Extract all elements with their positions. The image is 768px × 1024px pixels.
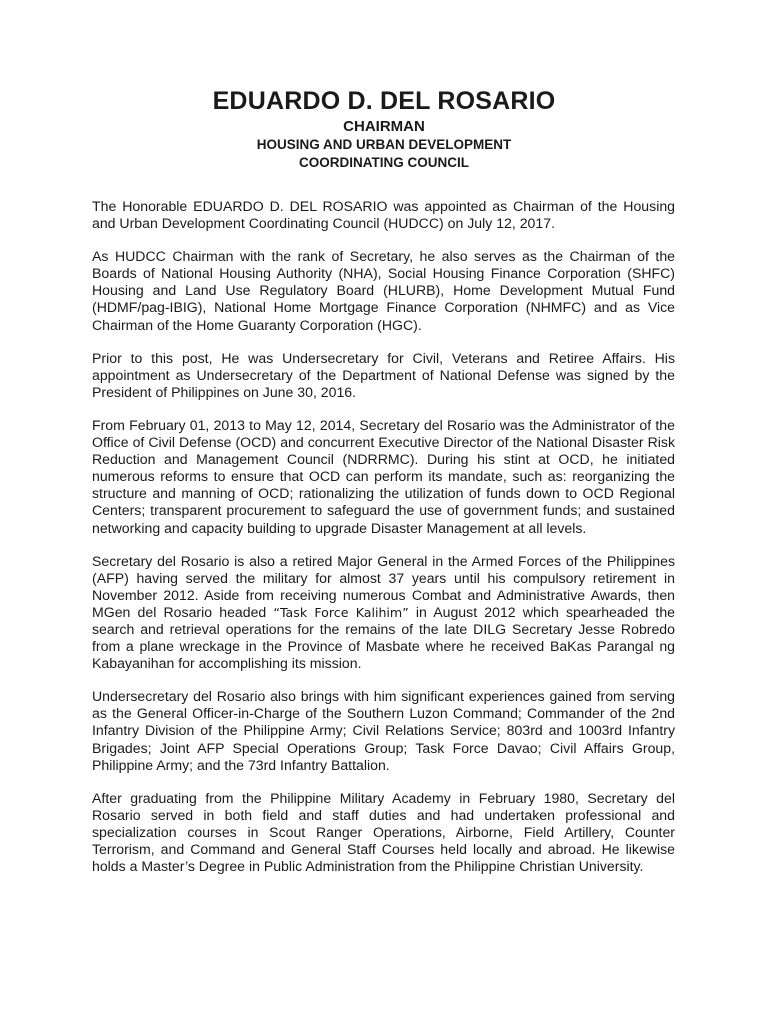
task-force-name: “Task Force Kalihim” — [273, 604, 409, 620]
paragraph-commands: Undersecretary del Rosario also brings with him significant experiences gained from serving as the General Officer-in-Charge of the Southern Luzon Command; Commander of the 2nd Infantry Division of the Philippine Army; Civil Relations Service; 803rd and 1003rd Infantry Brigades; Joint AFP Special Operations Group; Task Force Davao; Civil Affairs Group, Philippine Army; and the 73rd Infantry Battalion. — [92, 688, 675, 773]
paragraph-military-career-part-2: in August 2012 which spearheaded the search and retrieval operations for the remains of the late DILG Secretary Jesse Robredo from a plane wreckage in the Province of Masbate where he received BaKas Parangal ng Kabayanihan for accomplishing its mission. — [92, 603, 675, 672]
paragraph-military-career — [92, 553, 675, 673]
biography-body — [92, 198, 675, 891]
paragraph-military-career-part-1: Secretary del Rosario is also a retired Major General in the Armed Forces of the Philippines (AFP) having served the military for almost 37 years until his compulsory retirement in November 2012. Aside from receiving numerous Combat and Administrative Awards, then MGen del Rosario headed — [92, 552, 675, 620]
document-header — [0, 86, 768, 171]
person-name: EDUARDO D. DEL ROSARIO — [212, 87, 556, 115]
paragraph-appointment: The Honorable EDUARDO D. DEL ROSARIO was appointed as Chairman of the Housing and Urban Development Coordinating Council (HUDCC) on July 12, 2017. — [92, 198, 675, 232]
organization-line-1: HOUSING AND URBAN DEVELOPMENT — [256, 137, 512, 152]
paragraph-ocd-administrator: From February 01, 2013 to May 12, 2014, Secretary del Rosario was the Administrator of the Office of Civil Defense (OCD) and concurrent Executive Director of the National Disaster Risk Reduction and Management Council (NDRRMC). During his stint at OCD, he initiated numerous reforms to ensure that OCD can perform its mandate, such as: reorganizing the structure and manning of OCD; rationalizing the utilization of funds down to OCD Regional Centers; transparent procurement to safeguard the use of government funds; and sustained networking and capacity building to upgrade Disaster Management at all levels. — [92, 416, 675, 536]
paragraph-education: After graduating from the Philippine Military Academy in February 1980, Secretary del Rosario served in both field and staff duties and had undertaken professional and specialization courses in Scout Ranger Operations, Airborne, Field Artillery, Counter Terrorism, and Command and General Staff Courses held locally and abroad. He likewise holds a Master’s Degree in Public Administration from the Philippine Christian University. — [92, 789, 675, 875]
person-title: CHAIRMAN — [343, 118, 425, 135]
paragraph-prior-post: Prior to this post, He was Undersecretary for Civil, Veterans and Retiree Affairs. His appointment as Undersecretary of the Department of National Defense was signed by the President of Philippines on June 30, 2016. — [92, 349, 675, 400]
paragraph-board-roles: As HUDCC Chairman with the rank of Secretary, he also serves as the Chairman of the Boards of National Housing Authority (NHA), Social Housing Finance Corporation (SHFC) Housing and Land Use Regulatory Board (HLURB), Home Development Mutual Fund (HDMF/pag-IBIG), National Home Mortgage Finance Corporation (NHMFC) and as Vice Chairman of the Home Guaranty Corporation (HGC). — [92, 248, 675, 333]
organization-line-2: COORDINATING COUNCIL — [299, 155, 469, 170]
